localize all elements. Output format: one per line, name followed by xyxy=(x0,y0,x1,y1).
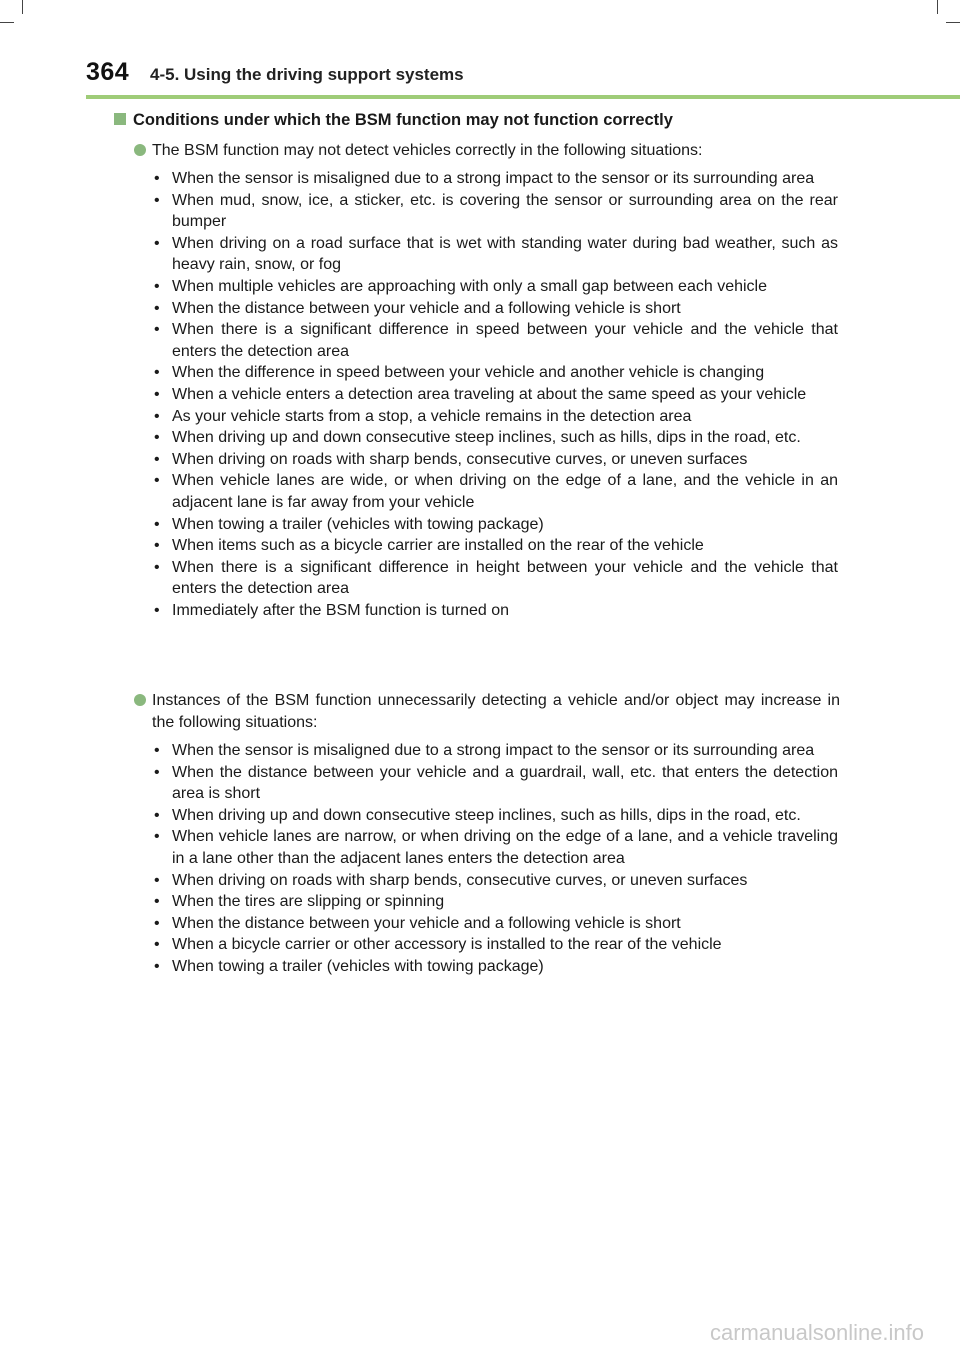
circle-bullet-icon xyxy=(134,144,146,156)
list-item: • When vehicle lanes are wide, or when driving on the edge of a lane, and the vehicle in an adjacent lane is far away from your vehicle xyxy=(154,470,838,513)
list-item: • When the distance between your vehicle and a following vehicle is short xyxy=(154,298,838,320)
list-item: • When mud, snow, ice, a sticker, etc. is covering the sensor or surrounding area on the rear bumper xyxy=(154,190,838,233)
page-number: 364 xyxy=(86,58,130,86)
group-intro xyxy=(152,140,840,162)
list-item: • As your vehicle starts from a stop, a vehicle remains in the detection area xyxy=(154,406,838,428)
subsection-heading xyxy=(114,111,673,130)
list-item: • When the sensor is misaligned due to a strong impact to the sensor or its surrounding area xyxy=(154,168,838,190)
list-item: • When the difference in speed between your vehicle and another vehicle is changing xyxy=(154,362,838,384)
list-item: • When multiple vehicles are approaching with only a small gap between each vehicle xyxy=(154,276,838,298)
list-item: • When vehicle lanes are narrow, or when driving on the edge of a lane, and a vehicle traveling in a lane other than the adjacent lanes enters the detection area xyxy=(154,826,838,869)
list-item: • When driving on roads with sharp bends, consecutive curves, or uneven surfaces xyxy=(154,870,838,892)
list-item: • When there is a significant difference in height between your vehicle and the vehicle that enters the detection area xyxy=(154,557,838,600)
list-item: • When a bicycle carrier or other accessory is installed to the rear of the vehicle xyxy=(154,934,838,956)
header-rule xyxy=(86,95,960,99)
list-item: • When driving up and down consecutive steep inclines, such as hills, dips in the road, etc. xyxy=(154,427,838,449)
list-item: • When the sensor is misaligned due to a strong impact to the sensor or its surrounding area xyxy=(154,740,838,762)
situation-list xyxy=(154,168,838,621)
list-item: • When driving on roads with sharp bends, consecutive curves, or uneven surfaces xyxy=(154,449,838,471)
list-item: • When there is a significant difference in speed between your vehicle and the vehicle that enters the detection area xyxy=(154,319,838,362)
list-item: • When towing a trailer (vehicles with towing package) xyxy=(154,956,838,978)
watermark: carmanualsonline.info xyxy=(710,1320,925,1345)
list-item: • When a vehicle enters a detection area traveling at about the same speed as your vehicle xyxy=(154,384,838,406)
group-intro xyxy=(152,690,840,733)
group-intro-text: Instances of the BSM function unnecessarily detecting a vehicle and/or object may increase in the following situations: xyxy=(152,692,840,731)
list-item: • When the distance between your vehicle and a guardrail, wall, etc. that enters the detection area is short xyxy=(154,762,838,805)
group-intro-text: The BSM function may not detect vehicles correctly in the following situations: xyxy=(152,142,703,159)
list-item: • When items such as a bicycle carrier are installed on the rear of the vehicle xyxy=(154,535,838,557)
list-item: • When driving on a road surface that is wet with standing water during bad weather, such as heavy rain, snow, or fog xyxy=(154,233,838,276)
situation-list xyxy=(154,740,838,978)
square-bullet-icon xyxy=(114,113,126,125)
list-item: • Immediately after the BSM function is turned on xyxy=(154,600,838,622)
subsection-heading-text: Conditions under which the BSM function may not function correctly xyxy=(133,111,673,129)
page-header xyxy=(0,0,960,100)
section-title: 4-5. Using the driving support systems xyxy=(150,65,464,84)
list-item: • When driving up and down consecutive steep inclines, such as hills, dips in the road, etc. xyxy=(154,805,838,827)
circle-bullet-icon xyxy=(134,694,146,706)
list-item: • When towing a trailer (vehicles with towing package) xyxy=(154,514,838,536)
list-item: • When the distance between your vehicle and a following vehicle is short xyxy=(154,913,838,935)
list-item: • When the tires are slipping or spinning xyxy=(154,891,838,913)
